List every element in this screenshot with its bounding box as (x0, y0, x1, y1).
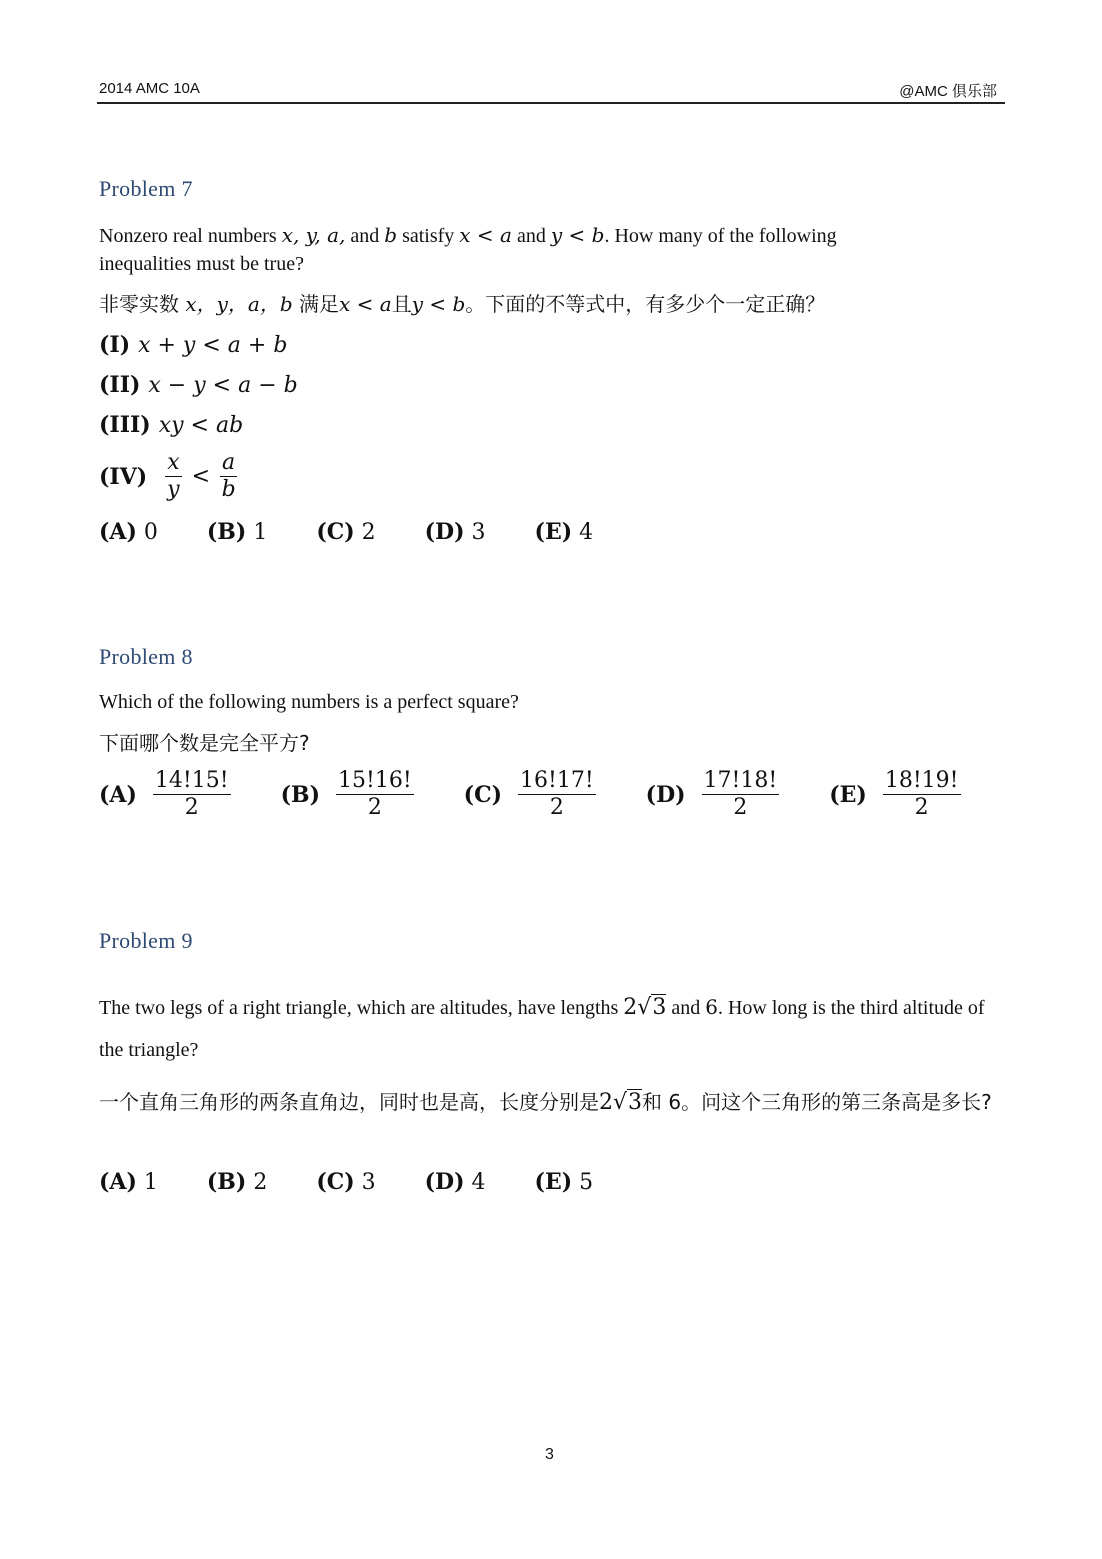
p7-item-4-op: < (191, 464, 211, 489)
p7-choice-c[interactable] (316, 519, 375, 545)
p7-item-4-frac-left (165, 450, 181, 503)
p9-choice-d-label: (D) (424, 1169, 465, 1195)
p8-choice-a-num: 14!15! (154, 768, 229, 793)
p9-en-coef: 2 (623, 995, 638, 1020)
p7-en-ineq-2: y < b (550, 223, 605, 247)
p8-choice-d-label: (D) (645, 781, 686, 808)
p9-answer-choices (99, 1169, 635, 1195)
p9-zh-radicand: 3 (628, 1090, 643, 1115)
p8-choice-a-frac (153, 768, 231, 821)
p9-choice-b[interactable] (207, 1169, 267, 1195)
p9-choice-c-label: (C) (316, 1169, 355, 1195)
p7-choice-d-value: 3 (471, 520, 486, 545)
p8-choice-c-den: 2 (549, 795, 564, 820)
p7-zh-text-3: 且 (391, 292, 412, 316)
p7-choice-b-label: (B) (206, 519, 247, 545)
problem-9-statement-en (99, 986, 999, 1071)
p9-en-radicand: 3 (652, 995, 667, 1020)
p9-choice-e[interactable] (535, 1169, 594, 1195)
p8-choice-d-frac (702, 768, 780, 821)
page-number: 3 (545, 1446, 554, 1463)
p9-choice-a[interactable] (99, 1169, 158, 1195)
p7-zh-ineq-1: x < a (339, 292, 392, 316)
p7-en-text-1: Nonzero real numbers (99, 225, 277, 247)
p8-choice-d-den: 2 (733, 795, 748, 820)
p7-choice-e-label: (E) (534, 519, 573, 545)
header-left: 2014 AMC 10A (99, 80, 200, 97)
p8-choice-e[interactable] (829, 768, 963, 821)
p9-en-sqrt: √3 (637, 995, 667, 1020)
p8-choice-a-label: (A) (99, 781, 137, 808)
problem-8-title: Problem 8 (99, 644, 193, 669)
p7-en-text-2: and (350, 225, 380, 247)
p9-choice-e-label: (E) (534, 1169, 573, 1195)
p7-item-3-expr: xy < ab (158, 413, 244, 438)
p7-zh-text-4: 。下面的不等式中，有多少个一定正确？ (465, 292, 826, 316)
p7-en-vars: x, y, a, (281, 223, 346, 247)
p7-item-3-label: (III) (99, 412, 151, 438)
p8-choice-a-den: 2 (184, 795, 199, 820)
p8-choice-c[interactable] (464, 768, 599, 821)
p9-zh-text-2: 和 6。问这个三角形的第三条高是多长? (642, 1090, 992, 1114)
p7-zh-text-1: 非零实数 (99, 292, 179, 316)
p8-choice-c-label: (C) (463, 781, 502, 808)
p9-en-sqrt-expr (623, 995, 666, 1020)
problem-7-statement-en (99, 221, 929, 278)
p9-choice-b-value: 2 (253, 1170, 268, 1195)
p9-choice-d[interactable] (425, 1169, 486, 1195)
p7-item-3 (99, 412, 243, 438)
p8-choice-e-label: (E) (829, 781, 867, 808)
p7-en-text-3: satisfy (402, 225, 455, 247)
p9-choice-c-value: 3 (361, 1170, 376, 1195)
p8-choice-e-den: 2 (914, 795, 929, 820)
p8-choice-b[interactable] (281, 768, 417, 821)
p9-zh-text-1: 一个直角三角形的两条直角边，同时也是高，长度分别是 (99, 1090, 599, 1114)
p7-choice-b[interactable] (207, 519, 267, 545)
p7-item-2-label: (II) (99, 372, 141, 398)
p8-choice-b-label: (B) (280, 781, 320, 808)
p7-choice-a-value: 0 (143, 520, 158, 545)
p8-choice-a[interactable] (99, 768, 234, 821)
header-right: @AMC 俱乐部 (899, 83, 997, 100)
p9-zh-sqrt-expr (599, 1090, 642, 1115)
p9-choice-b-label: (B) (206, 1169, 247, 1195)
problem-9-title: Problem 9 (99, 928, 193, 953)
p7-item-4-frac-right (220, 450, 237, 503)
p7-item-4-label: (IV) (99, 463, 148, 490)
p9-en-text-1: The two legs of a right triangle, which are altitudes, have lengths (99, 997, 619, 1019)
p8-choice-e-num: 18!19! (884, 768, 959, 793)
p7-en-var-b: b (384, 223, 398, 247)
p8-choice-d-num: 17!18! (703, 768, 778, 793)
p7-item-4-num-2: a (222, 450, 236, 475)
p7-item-4-den-1: y (167, 477, 180, 502)
p7-en-text-5: . How many of the following inequalities must be true? (99, 225, 837, 275)
p7-en-ineq-1: x < a (459, 223, 512, 247)
p8-choice-c-num: 16!17! (519, 768, 594, 793)
p7-choice-c-value: 2 (361, 520, 376, 545)
p7-zh-text-2: 满足 (299, 292, 340, 316)
p9-en-six: 6 (705, 995, 718, 1019)
p9-en-text-3: . How long is the third altitude of the triangle? (99, 997, 985, 1061)
p9-choice-a-label: (A) (99, 1169, 137, 1195)
p7-choice-b-value: 1 (253, 520, 268, 545)
p9-en-text-2: and (671, 997, 701, 1019)
header-rule (97, 102, 1005, 104)
p9-choice-d-value: 4 (471, 1170, 486, 1195)
p7-item-4 (99, 450, 240, 503)
p7-item-2 (99, 372, 298, 398)
p7-choice-c-label: (C) (316, 519, 355, 545)
p7-item-1-expr: x + y < a + b (138, 333, 288, 358)
p7-choice-e-value: 4 (579, 520, 594, 545)
p7-choice-d[interactable] (425, 519, 486, 545)
p7-item-4-den-2: b (221, 477, 236, 502)
problem-9-statement-zh (99, 1080, 999, 1125)
p7-item-2-expr: x − y < a − b (148, 373, 298, 398)
p9-choice-e-value: 5 (579, 1170, 594, 1195)
p9-choice-c[interactable] (316, 1169, 375, 1195)
p7-choice-a[interactable] (99, 519, 158, 545)
p8-choice-c-frac (518, 768, 596, 821)
problem-7-statement-zh (99, 290, 825, 318)
p7-answer-choices (99, 519, 635, 545)
p9-choice-a-value: 1 (143, 1170, 158, 1195)
p7-en-text-4: and (516, 225, 546, 247)
p9-zh-coef: 2 (599, 1090, 613, 1115)
p7-item-4-num-1: x (167, 450, 180, 475)
p7-item-1 (99, 332, 287, 358)
p7-choice-e[interactable] (535, 519, 594, 545)
p8-choice-d[interactable] (646, 768, 783, 821)
problem-8-statement-en: Which of the following numbers is a perfect square? (99, 691, 519, 713)
p8-choice-e-frac (883, 768, 961, 821)
problem-7-title: Problem 7 (99, 176, 193, 201)
p8-answer-choices (99, 768, 1004, 821)
problem-8-statement-zh: 下面哪个数是完全平方? (99, 731, 310, 755)
p9-zh-sqrt: √3 (613, 1090, 643, 1115)
p8-choice-b-num: 15!16! (337, 768, 412, 793)
p7-choice-a-label: (A) (99, 519, 137, 545)
p7-zh-ineq-2: y < b (411, 292, 466, 316)
p8-choice-b-den: 2 (367, 795, 382, 820)
p7-zh-vars: x，y，a，b (185, 292, 293, 316)
p7-choice-d-label: (D) (424, 519, 465, 545)
p8-choice-b-frac (336, 768, 414, 821)
p7-item-1-label: (I) (99, 332, 131, 358)
